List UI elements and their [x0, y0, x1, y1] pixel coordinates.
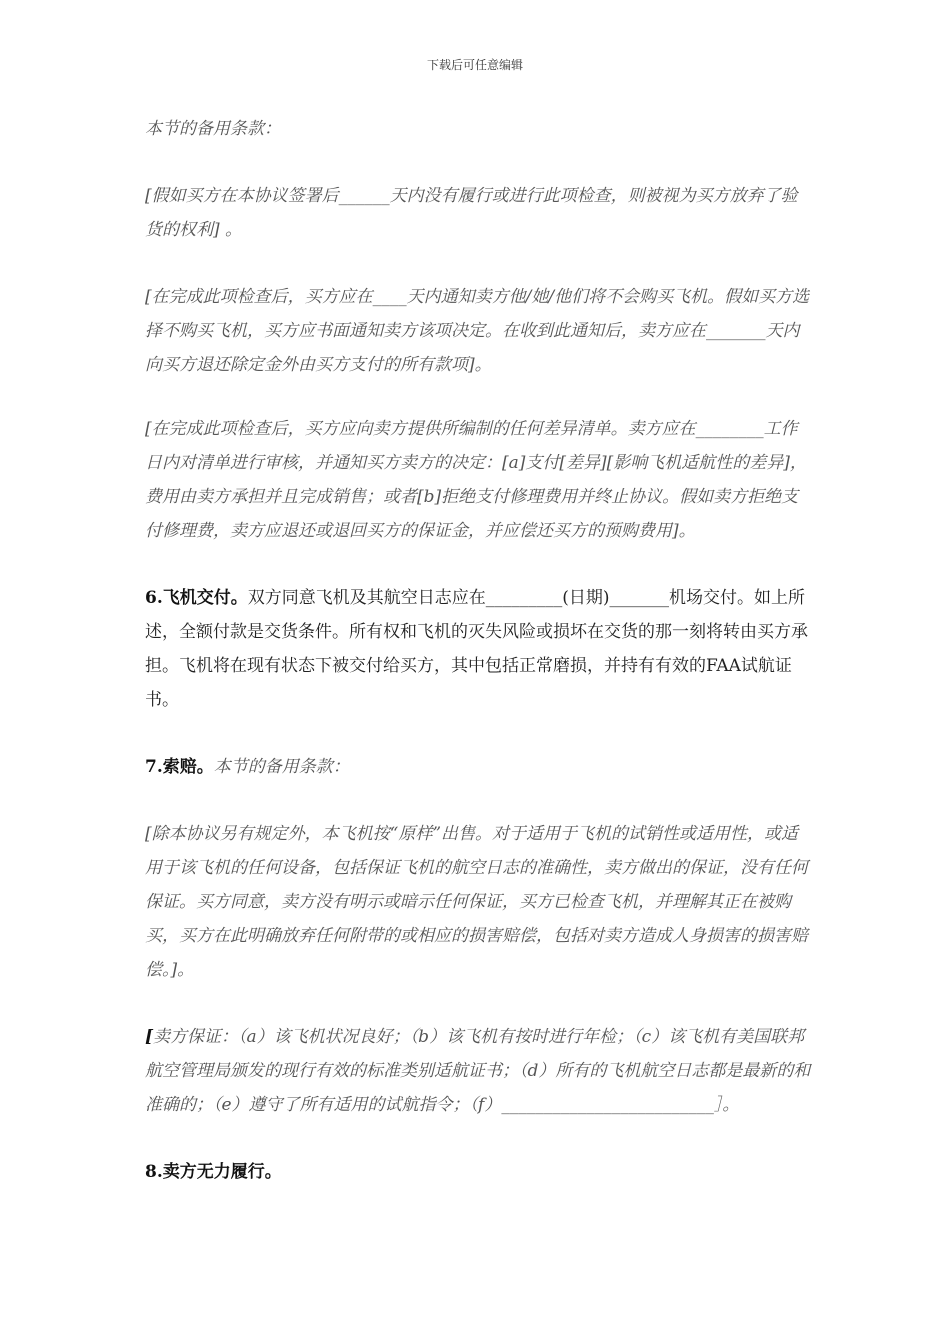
section-6-delivery: [145, 581, 813, 717]
section-7-claims: [145, 750, 813, 784]
page-header: 下载后可任意编辑: [426, 58, 523, 72]
section-7-title: 7.索赔。: [145, 757, 214, 777]
section-8-title: 8.卖方无力履行。: [145, 1162, 282, 1182]
seller-warranty-paragraph: [145, 1020, 813, 1122]
discrepancy-list-paragraph: [在完成此项检查后，买方应向卖方提供所编制的任何差异清单。卖方应在________工作日内对清单进行审核，并通知买方卖方的决定：[a]支付[差异][影响飞机适航性的差异]，费用由卖方承担并且完成销售；或者[b]拒绝支付修理费用并终止协议。假如卖方拒绝支付修理费，卖方应退还或退回买方的保证金，并应偿还买方的预购费用]。: [145, 419, 807, 541]
warranty-open-bracket: [: [145, 1027, 154, 1047]
section-6-title: 6.飞机交付。: [145, 588, 248, 608]
section-6-body: 双方同意飞机及其航空日志应在_________(日期)_______机场交付。如上所述，全额付款是交货条件。所有权和飞机的灭失风险或损坏在交货的那一刻将转由买方承担。飞机将在现有状态下被交付给买方，其中包括正常磨损，并持有有效的FAA试航证书。: [145, 588, 808, 710]
document-body: [145, 112, 813, 1189]
alt-clause-intro: 本节的备用条款：: [145, 119, 281, 139]
non-purchase-notice-paragraph: [在完成此项检查后，买方应在____天内通知卖方他/她/他们将不会购买飞机。假如买方选择不购买飞机，买方应书面通知卖方该项决定。在收到此通知后，卖方应在_______天内向买方退还除定金外由买方支付的所有款项]。: [145, 287, 810, 375]
section-7-body: 本节的备用条款：: [213, 757, 350, 777]
as-is-sale-paragraph: [除本协议另有规定外，本飞机按“原样”出售。对于适用于飞机的试销性或适用性，或适用于该飞机的任何设备，包括保证飞机的航空日志的准确性，卖方做出的保证，没有任何保证。买方同意，卖方没有明示或暗示任何保证，买方已检查飞机，并理解其正在被购买，买方在此明确放弃任何附带的或相应的损害赔偿，包括对卖方造成人身损害的损害赔偿。]。: [145, 824, 808, 980]
warranty-text: 卖方保证：（a）该飞机状况良好；（b）该飞机有按时进行年检；（c）该飞机有美国联邦航空管理局颁发的现行有效的标准类别适航证书；（d）所有的飞机航空日志都是最新的和准确的；（e）遵守了所有适用的试航指令；（f）_________________________］。: [145, 1027, 811, 1115]
inspection-waiver-paragraph: [假如买方在本协议签署后______天内没有履行或进行此项检查，则被视为买方放弃了验货的权利] 。: [145, 186, 798, 240]
